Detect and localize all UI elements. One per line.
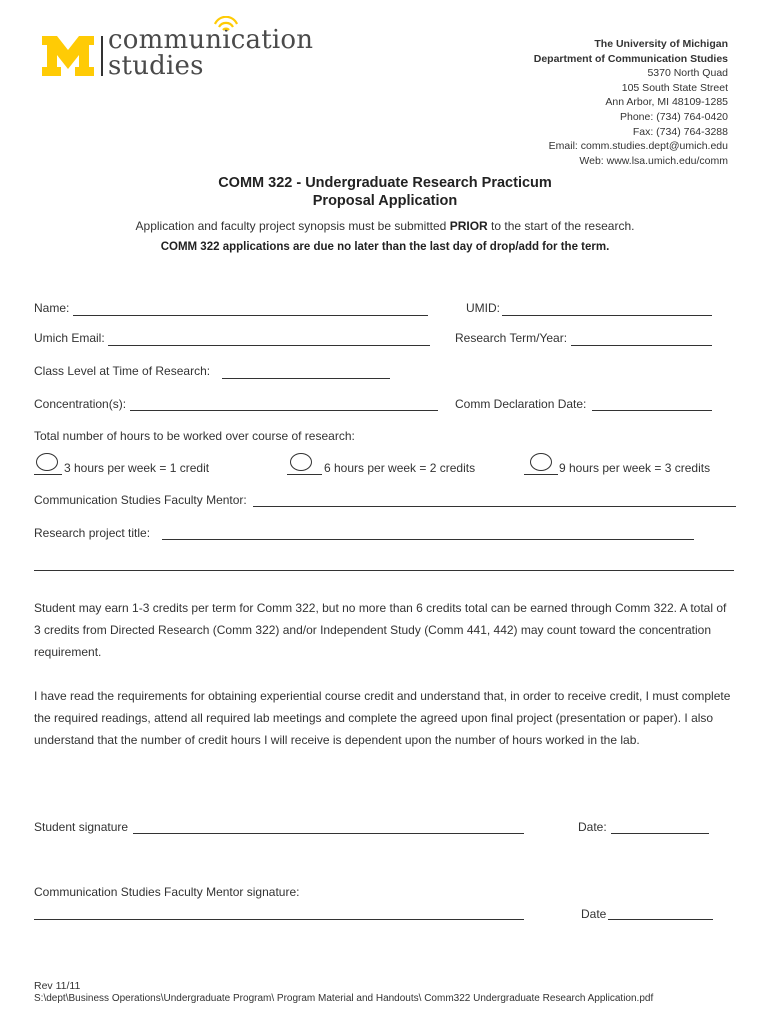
class-level-field[interactable]	[222, 378, 390, 379]
email-label: Umich Email:	[34, 331, 105, 345]
form-title: COMM 322 - Undergraduate Research Practicum	[218, 175, 552, 191]
acknowledgment-paragraph: I have read the requirements for obtaining experiential course credit and understand that, in order to receive credit, I must complete the required readings, attend all required lab meetings and complete the agreed upon final project (presentation or paper). I also understand that the number of credit hours I will receive is dependent upon the number of hours worked in the lab.	[34, 689, 731, 747]
student-date-field[interactable]	[611, 833, 709, 834]
address-department: Department of Communication Studies	[533, 52, 728, 65]
term-field[interactable]	[571, 345, 712, 346]
wifi-arc-icon	[212, 16, 240, 32]
credit-option-3-label: 9 hours per week = 3 credits	[559, 461, 711, 475]
address-email: Email: comm.studies.dept@umich.edu	[548, 140, 728, 153]
submission-notice	[0, 219, 770, 233]
logo-line-1: communication	[108, 25, 314, 55]
address-fax: Fax: (734) 764-3288	[632, 125, 728, 138]
term-label: Research Term/Year:	[455, 331, 568, 345]
mentor-date-label: Date	[581, 907, 607, 921]
declaration-date-field[interactable]	[592, 410, 712, 411]
project-title-label: Research project title:	[34, 526, 151, 540]
credit-option-2-radio[interactable]	[290, 453, 312, 471]
credit-option-1-radio[interactable]	[36, 453, 58, 471]
mentor-signature-label: Communication Studies Faculty Mentor signature:	[34, 885, 300, 899]
email-field[interactable]	[108, 345, 430, 346]
class-level-label: Class Level at Time of Research:	[34, 364, 211, 378]
student-signature-field[interactable]	[133, 833, 524, 834]
notice-bold: PRIOR	[449, 219, 488, 233]
address-web: Web: www.lsa.umich.edu/comm	[579, 154, 728, 167]
umid-field[interactable]	[502, 315, 712, 316]
mentor-label: Communication Studies Faculty Mentor:	[34, 493, 247, 507]
address-street: 105 South State Street	[621, 81, 728, 94]
credit-option-3-radio[interactable]	[530, 453, 552, 471]
credit-policy-paragraph: Student may earn 1-3 credits per term for Comm 322, but no more than 6 credits total can be earned through Comm 322. A total of 3 credits from Directed Research (Comm 322) and/or Independent Study (Comm 441, 442) may count toward the concentration requirement.	[34, 601, 727, 659]
credit-option-1-label: 3 hours per week = 1 credit	[64, 461, 210, 475]
umid-label: UMID:	[466, 301, 500, 315]
address-university: The University of Michigan	[594, 38, 728, 50]
mentor-field[interactable]	[253, 506, 736, 507]
logo-line-2: studies	[108, 51, 204, 81]
address-room: 5370 North Quad	[647, 67, 728, 80]
form-subtitle: Proposal Application	[312, 193, 458, 209]
deadline-notice: COMM 322 applications are due no later than the last day of drop/add for the term.	[160, 241, 610, 253]
credit-option-3-line	[524, 474, 558, 475]
address-city: Ann Arbor, MI 48109-1285	[605, 96, 728, 109]
name-label: Name:	[34, 301, 70, 315]
michigan-block-m-logo	[42, 36, 94, 76]
department-address	[534, 37, 728, 168]
student-date-label: Date:	[578, 820, 607, 834]
name-field[interactable]	[73, 315, 428, 316]
logo-wordmark	[108, 27, 313, 79]
hours-question: Total number of hours to be worked over course of research:	[34, 429, 355, 443]
address-phone: Phone: (734) 764-0420	[620, 110, 728, 123]
credit-option-1-line	[34, 474, 62, 475]
logo-divider	[101, 36, 103, 76]
mentor-signature-field[interactable]	[34, 919, 524, 920]
credit-option-2-line	[287, 474, 322, 475]
project-title-field[interactable]	[162, 539, 694, 540]
concentration-label: Concentration(s):	[34, 397, 127, 411]
student-signature-label: Student signature	[34, 820, 129, 834]
concentration-field[interactable]	[130, 410, 438, 411]
declaration-date-label: Comm Declaration Date:	[455, 397, 587, 411]
mentor-date-field[interactable]	[608, 919, 713, 920]
notice-pre: Application and faculty project synopsis must be submitted	[135, 219, 450, 233]
project-title-field-2[interactable]	[34, 570, 734, 571]
file-path-note: S:\dept\Business Operations\Undergraduate Program\ Program Material and Handouts\ Comm322 Undergraduate Research Application.pdf	[34, 993, 654, 1004]
notice-post: to the start of the research.	[487, 219, 635, 233]
credit-option-2-label: 6 hours per week = 2 credits	[324, 461, 476, 475]
revision-note: Rev 11/11	[34, 980, 81, 992]
